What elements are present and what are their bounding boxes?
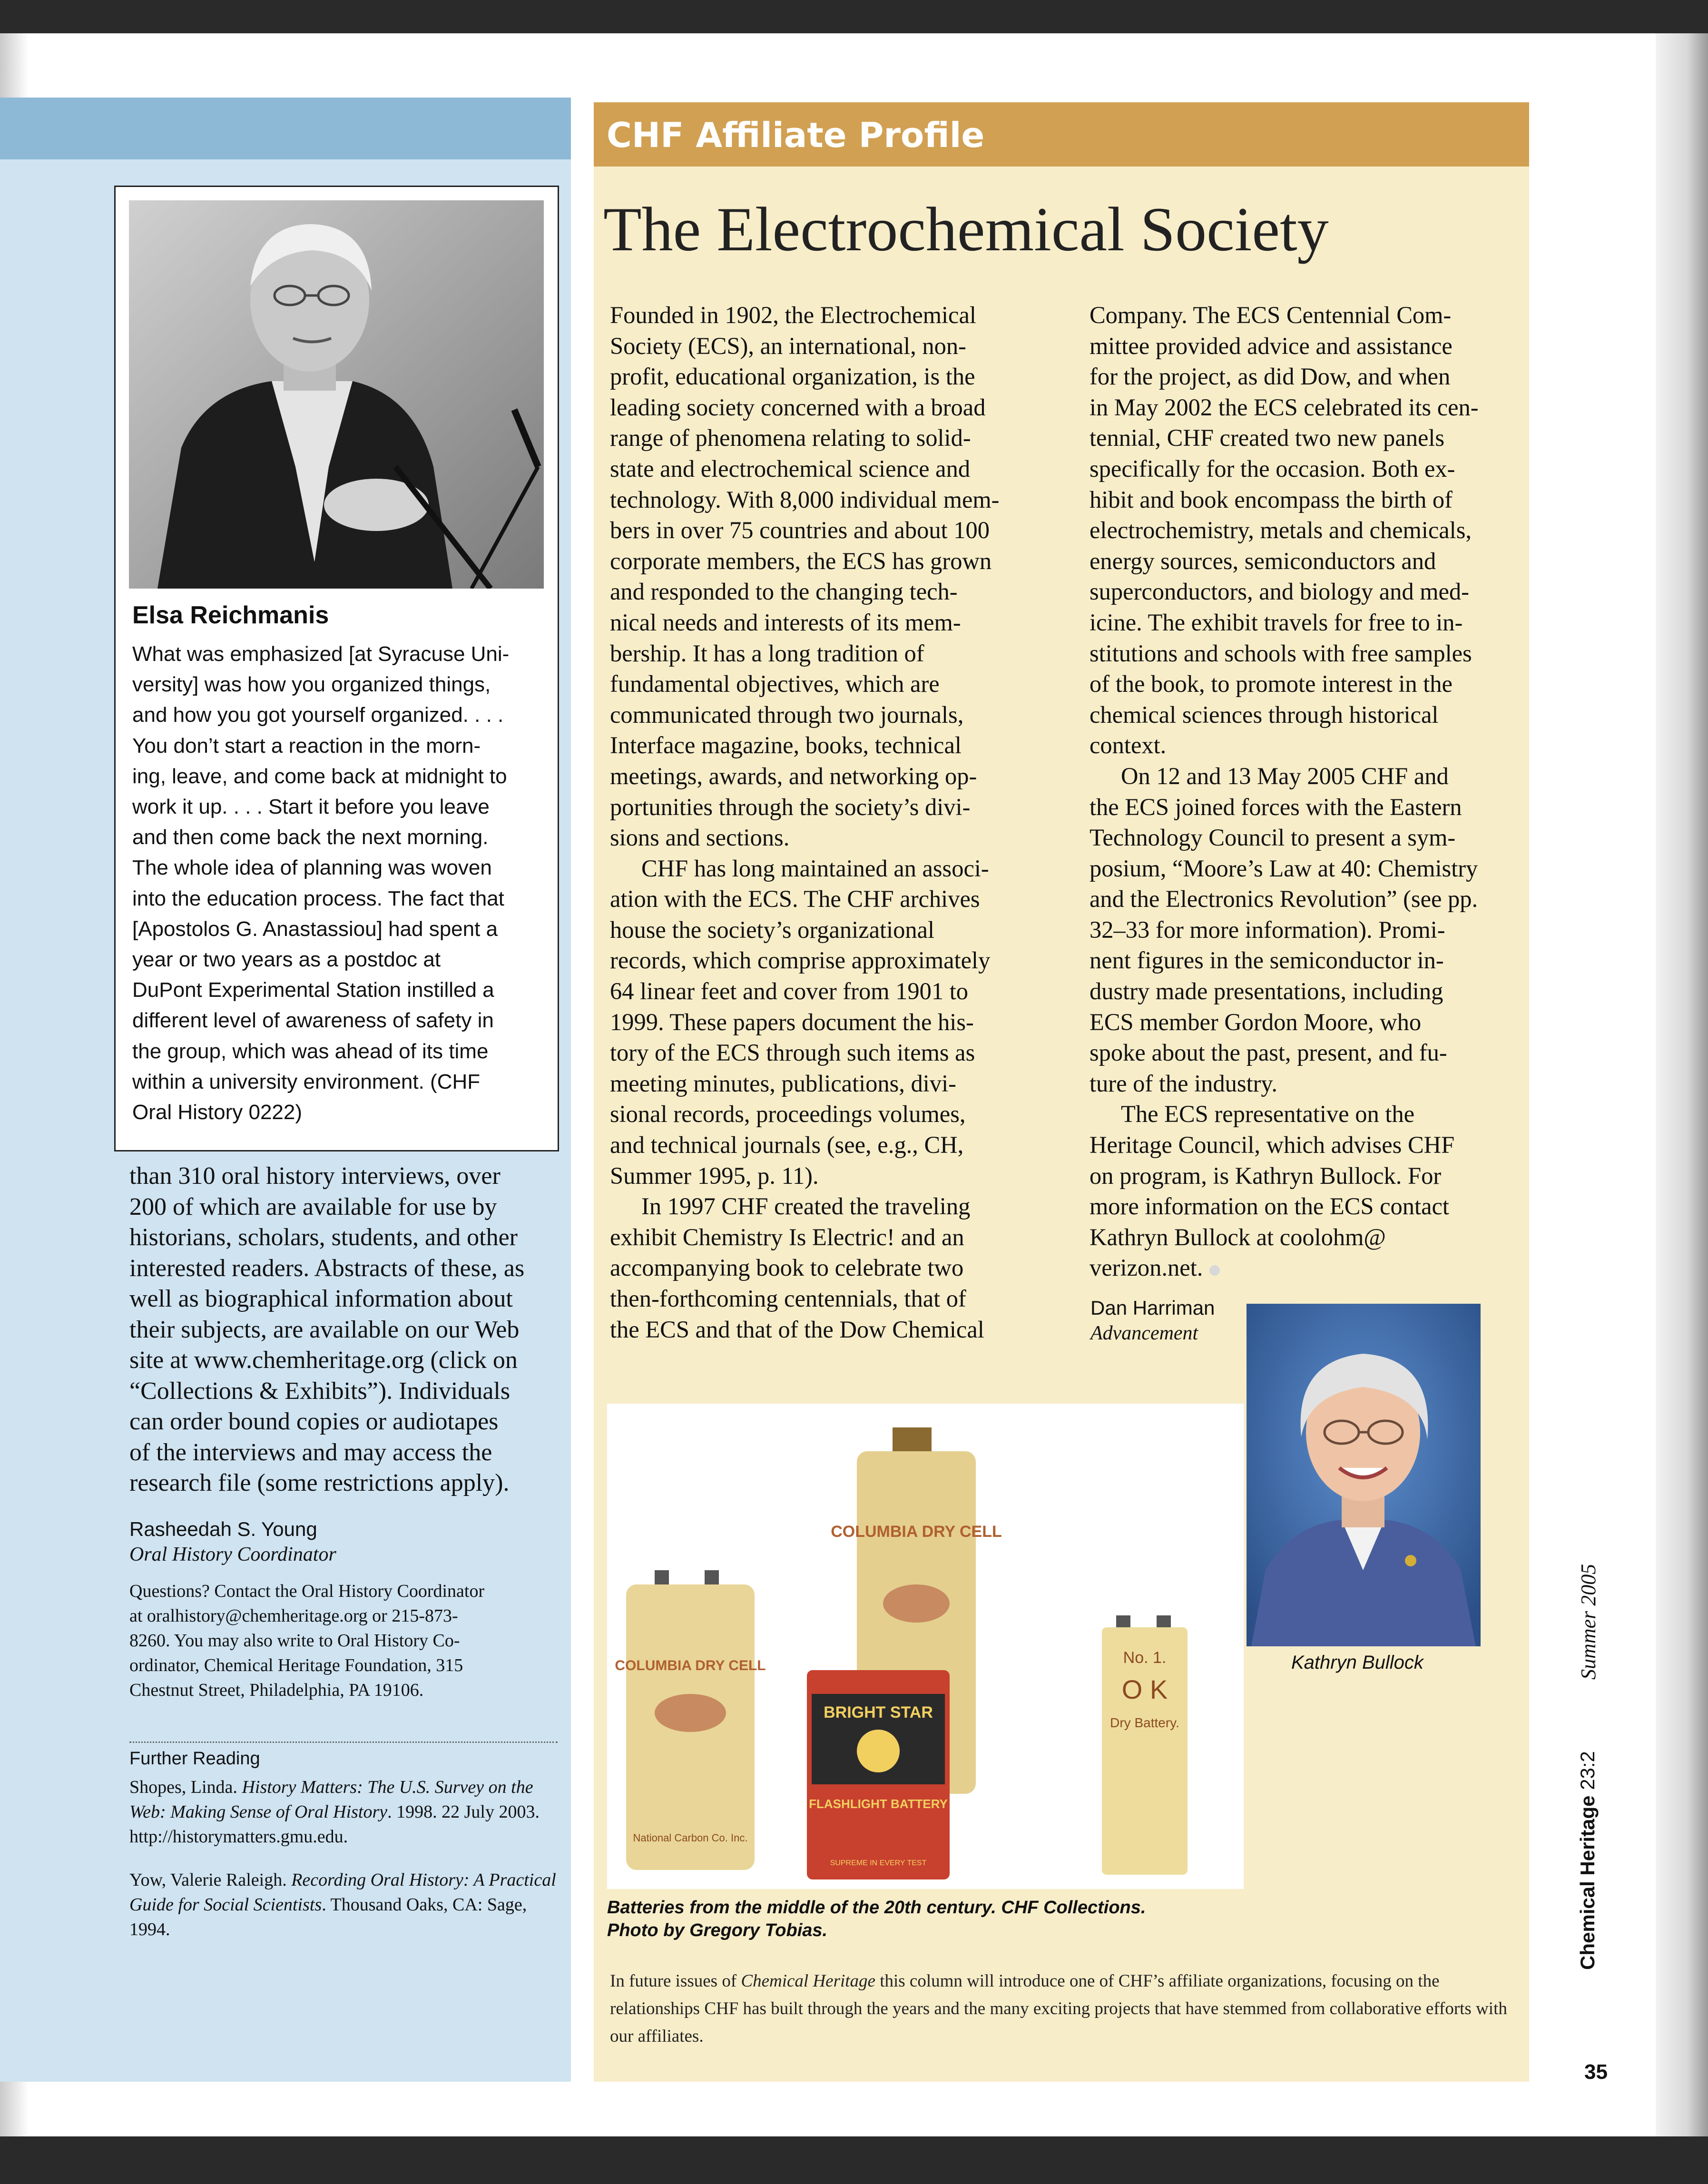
article-line: profit, educational organization, is the [610,363,975,390]
quote-line: different level of awareness of safety in [132,1009,494,1033]
questions-line: at oralhistory@chemheritage.org or 215-873- [129,1606,458,1626]
article-line: portunities through the society’s divi- [610,793,971,820]
article-line: accompanying book to celebrate two [610,1254,964,1281]
body-line: of the interviews and may access the [129,1438,492,1466]
body-line: their subjects, are available on our Web [129,1316,520,1343]
contact-questions [129,1579,558,1702]
article-line: ation with the ECS. The CHF archives [610,885,980,913]
article-line: 32–33 for more information). Promi- [1090,916,1445,943]
article-line: icine. The exhibit travels for free to in- [1090,609,1463,636]
photo-caption-name: Elsa Reichmanis [132,601,329,629]
article-line: and responded to the changing tech- [610,578,958,605]
supreme-label: SUPREME IN EVERY TEST [830,1859,927,1867]
quote-box [114,186,559,1151]
article-line: 64 linear feet and cover from 1901 to [610,978,969,1005]
columbia-label-tall: COLUMBIA DRY CELL [831,1523,1002,1541]
quote-line: What was emphasized [at Syracuse Uni- [132,642,510,666]
dotted-divider [129,1741,558,1743]
article-line: chemical sciences through historical [1090,701,1439,728]
end-mark-icon [1209,1265,1220,1276]
article-line: on program, is Kathryn Bullock. For [1090,1162,1442,1189]
article-line: the ECS and that of the Dow Chemical [610,1316,984,1343]
ok-number-label: No. 1. [1123,1649,1167,1667]
article-line: state and electrochemical science and [610,455,971,482]
batteries-photo [607,1404,1244,1889]
quote-line: the group, which was ahead of its time [132,1039,489,1063]
quote-line: into the education process. The fact that [132,886,504,910]
signature-role: Oral History Coordinator [129,1544,336,1565]
author-role: Advancement [1090,1322,1198,1344]
further-reading-item [129,1868,558,1942]
quote-line: DuPont Experimental Station instilled a [132,978,494,1002]
national-carbon-label: National Carbon Co. Inc. [633,1832,748,1844]
article-line: meeting minutes, publications, divi- [610,1070,956,1097]
columbia-label-short: COLUMBIA DRY CELL [615,1658,766,1673]
kathryn-photo-caption: Kathryn Bullock [1291,1652,1423,1673]
left-header-bar [0,98,571,159]
article-line: Founded in 1902, the Electrochemical [610,302,976,328]
bright-star-label: BRIGHT STAR [824,1703,933,1722]
article-line: nical needs and interests of its mem- [610,609,961,636]
caption-line: Batteries from the middle of the 20th century. CHF Collections. [607,1898,1146,1918]
article-line: tory of the ECS through such items as [610,1039,975,1066]
body-line: than 310 oral history interviews, over [129,1162,501,1190]
article-column-1 [610,300,1038,1345]
article-line: more information on the ECS contact [1090,1193,1449,1220]
quote-text [132,639,546,1128]
body-line: “Collections & Exhibits”). Individuals [129,1377,510,1405]
questions-line: Questions? Contact the Oral History Coordinator [129,1581,485,1601]
article-line: mittee provided advice and assistance [1090,332,1453,359]
signature-name: Rasheedah S. Young [129,1518,317,1540]
article-line: ECS member Gordon Moore, who [1090,1008,1422,1035]
body-line: interested readers. Abstracts of these, as [129,1254,525,1282]
flashlight-label: FLASHLIGHT BATTERY [809,1797,948,1811]
reference-title: History Matters: The U.S. Survey on the Web: Making Sense of Oral History [129,1777,533,1822]
article-line: and technical journals (see, e.g., CH, [610,1131,964,1159]
article-line: for the project, as did Dow, and when [1090,363,1451,390]
quote-line: You don’t start a reaction in the morn- [132,734,481,758]
page-edge [1656,33,1708,2136]
questions-line: Chestnut Street, Philadelphia, PA 19106. [129,1680,424,1700]
column-footnote [610,1968,1514,2050]
questions-line: 8260. You may also write to Oral History Co- [129,1631,460,1651]
article-line: exhibit Chemistry Is Electric! and an [610,1223,964,1250]
article-line: In 1997 CHF created the traveling [641,1193,971,1220]
article-line: house the society’s organizational [610,916,935,943]
kathryn-bullock-photo [1247,1304,1481,1646]
issue-number: 23:2 [1576,1751,1599,1790]
season-label: Summer 2005 [1577,1564,1600,1680]
article-line: stitutions and schools with free samples [1090,639,1472,667]
article-line: in May 2002 the ECS celebrated its cen- [1090,394,1479,421]
quote-line: The whole idea of planning was woven [132,856,492,880]
article-line: On 12 and 13 May 2005 CHF and [1121,762,1449,789]
article-line: spoke about the past, present, and fu- [1090,1039,1447,1066]
body-line: historians, scholars, students, and other [129,1224,518,1251]
article-line: meetings, awards, and networking op- [610,762,977,789]
article-line-last [1090,1252,1518,1283]
article-line: corporate members, the ECS has grown [610,547,992,574]
article-line: sions and sections. [610,824,790,851]
body-line: research file (some restrictions apply). [129,1469,510,1496]
further-reading-heading: Further Reading [129,1749,260,1769]
article-line: Summer 1995, p. 11). [610,1162,819,1189]
caption-line: Photo by Gregory Tobias. [607,1920,828,1940]
article-line: The ECS representative on the [1121,1101,1415,1128]
article-title: The Electrochemical Society [603,194,1329,264]
article-column-2 [1090,300,1518,1283]
oral-history-body [129,1161,558,1499]
article-line: ture of the industry. [1090,1070,1278,1097]
reference-author: Yow, Valerie Raleigh. [129,1870,292,1890]
article-line: Heritage Council, which advises CHF [1090,1131,1455,1159]
author-name: Dan Harriman [1090,1297,1215,1319]
article-line: Technology Council to present a sym- [1090,824,1456,851]
article-line: bership. It has a long tradition of [610,639,924,667]
section-label: CHF Affiliate Profile [607,115,985,155]
issue-label [1576,1751,1599,1970]
article-line: tennial, CHF created two new panels [1090,424,1445,452]
quote-line: [Apostolos G. Anastassiou] had spent a [132,917,498,941]
article-line: context. [1090,732,1167,759]
footnote-text: In future issues of [610,1971,741,1991]
batteries-photo-caption [607,1896,1273,1942]
article-line: specifically for the occasion. Both ex- [1090,455,1455,482]
article-line: superconductors, and biology and med- [1090,578,1469,605]
reference-title: Recording Oral History: A Practical Guide for Social Scientists [129,1870,556,1915]
body-line: site at www.chemheritage.org (click on [129,1347,518,1374]
quote-line: ing, leave, and come back at midnight to [132,764,507,788]
ok-sub-label: Dry Battery. [1110,1715,1179,1730]
publication-name: Chemical Heritage [1576,1795,1599,1970]
article-line: leading society concerned with a broad [610,394,986,421]
ok-label: O K [1121,1674,1168,1704]
quote-line: and then come back the next morning. [132,826,489,849]
reference-author: Shopes, Linda. [129,1777,242,1797]
footnote-text: this column will introduce one of CHF’s affiliate organizations, focusing on the relationships CHF has built through the years and the many exciting projects that have stemmed from collaborative efforts with our affiliates. [610,1971,1507,2046]
reference-details: . Thousand Oaks, CA: Sage, 1994. [129,1895,527,1939]
elsa-reichmanis-photo [129,200,544,589]
quote-line: and how you got yourself organized. . . . [132,703,504,727]
article-line: fundamental objectives, which are [610,670,940,698]
article-line: hibit and book encompass the birth of [1090,486,1453,513]
article-line: technology. With 8,000 individual mem- [610,486,1000,513]
article-line: the ECS joined forces with the Eastern [1090,793,1462,820]
quote-line: Oral History 0222) [132,1101,303,1124]
body-line: 200 of which are available for use by [129,1193,497,1220]
article-line: Interface magazine, books, technical [610,732,962,759]
article-line: verizon.net. [1090,1254,1203,1281]
body-line: can order bound copies or audiotapes [129,1408,499,1435]
quote-line: within a university environment. (CHF [132,1070,481,1093]
body-line: well as biographical information about [129,1285,513,1312]
article-line: dustry made presentations, including [1090,978,1443,1005]
article-line: CHF has long maintained an associ- [641,855,989,882]
footnote-publication: Chemical Heritage [741,1971,875,1991]
article-line: Company. The ECS Centennial Com- [1090,302,1452,328]
article-line: communicated through two journals, [610,701,964,728]
article-line: 1999. These papers document the his- [610,1008,974,1035]
article-line: posium, “Moore’s Law at 40: Chemistry [1090,855,1478,882]
article-line: nent figures in the semiconductor in- [1090,947,1444,974]
article-line: of the book, to promote interest in the [1090,670,1453,698]
article-line: records, which comprise approximately [610,947,991,974]
page-number: 35 [1584,2060,1608,2084]
reference-details: . 1998. 22 July 2003. http://historymatters.gmu.edu. [129,1802,540,1847]
article-line: Kathryn Bullock at coolohm@ [1090,1223,1386,1250]
further-reading-item [129,1775,558,1849]
quote-line: work it up. . . . Start it before you leave [132,795,490,819]
article-line: range of phenomena relating to solid- [610,424,971,452]
article-line: Society (ECS), an international, non- [610,332,966,359]
article-line: bers in over 75 countries and about 100 [610,517,990,544]
article-line: energy sources, semiconductors and [1090,547,1436,574]
article-line: sional records, proceedings volumes, [610,1101,966,1128]
questions-line: ordinator, Chemical Heritage Foundation, 315 [129,1655,463,1675]
quote-line: versity] was how you organized things, [132,673,491,697]
article-line: electrochemistry, metals and chemicals, [1090,517,1472,544]
quote-line: year or two years as a postdoc at [132,948,441,972]
article-line: then-forthcoming centennials, that of [610,1285,966,1312]
article-line: and the Electronics Revolution” (see pp. [1090,885,1478,913]
